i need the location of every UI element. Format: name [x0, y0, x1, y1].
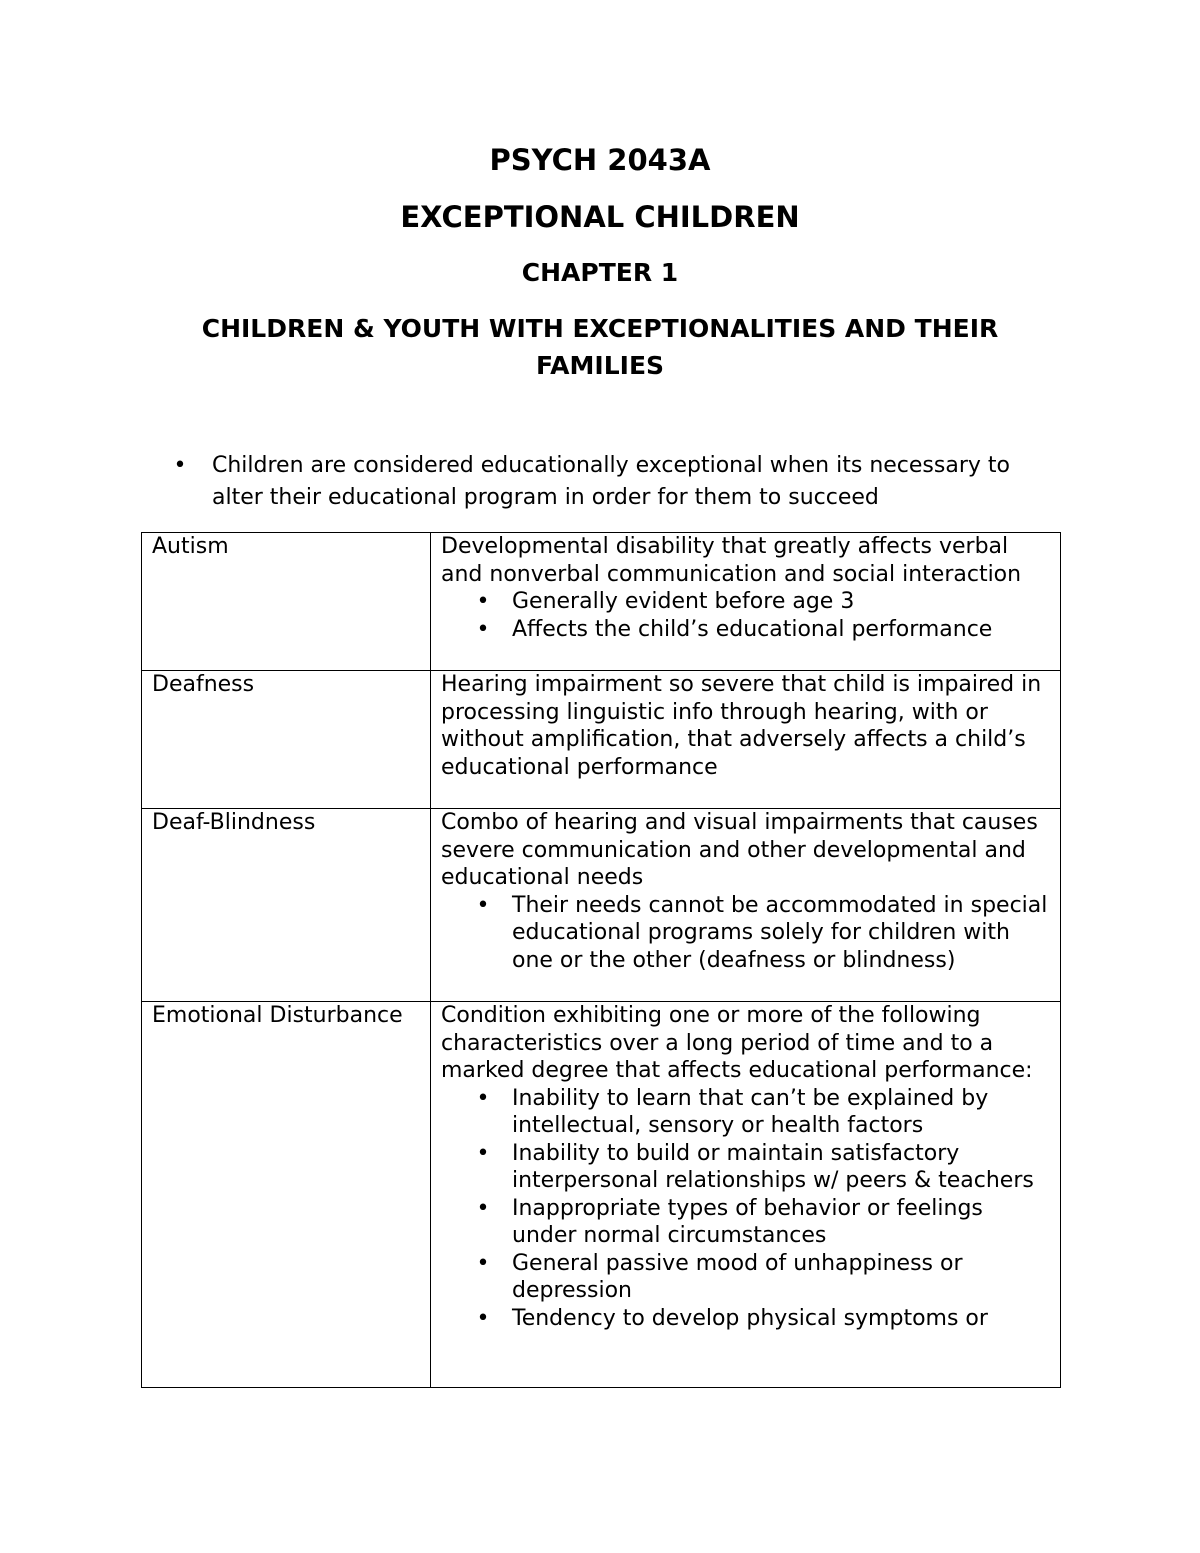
description-text: Condition exhibiting one or more of the following characteristics over a long period of time and to a marked degree that affects educational performance: — [441, 1003, 1033, 1083]
list-item — [441, 1250, 1050, 1305]
term-label: Deaf-Blindness — [152, 810, 316, 835]
description-cell — [431, 1002, 1061, 1388]
term-label: Deafness — [152, 672, 255, 697]
term-cell — [142, 671, 431, 809]
list-item — [441, 1195, 1050, 1250]
bullet-icon: • — [476, 589, 490, 614]
table-row — [142, 1002, 1061, 1388]
chapter-heading: CHAPTER 1 — [521, 258, 679, 287]
list-item-text: Tendency to develop physical symptoms or — [512, 1305, 988, 1331]
list-item-text: General passive mood of unhappiness or depression — [512, 1250, 963, 1303]
description-text: Hearing impairment so severe that child is impaired in processing linguistic info through hearing, with or without amplification, that adversely affects a child’s educational performance — [441, 672, 1042, 780]
list-item — [441, 1140, 1050, 1195]
term-cell — [142, 533, 431, 671]
table-row — [142, 533, 1061, 671]
list-item — [441, 892, 1050, 975]
exceptionalities-table — [141, 532, 1061, 1388]
bullet-icon: • — [476, 892, 490, 918]
description-bullet-list — [441, 1085, 1050, 1333]
list-item — [441, 588, 1050, 616]
bullet-icon: • — [476, 1085, 490, 1111]
course-code-heading: PSYCH 2043A — [489, 143, 711, 177]
course-title-heading: EXCEPTIONAL CHILDREN — [400, 200, 800, 234]
description-cell — [431, 671, 1061, 809]
table-row — [142, 809, 1061, 1002]
description-cell — [431, 533, 1061, 671]
description-bullet-list — [441, 588, 1050, 643]
description-text: Developmental disability that greatly affects verbal and nonverbal communication and social interaction — [441, 534, 1022, 587]
term-cell — [142, 1002, 431, 1388]
term-cell — [142, 809, 431, 1002]
term-label: Emotional Disturbance — [152, 1003, 403, 1028]
chapter-title-heading: CHILDREN & YOUTH WITH EXCEPTIONALITIES AND THEIR FAMILIES — [201, 314, 999, 380]
list-item-text: Inability to build or maintain satisfactory interpersonal relationships w/ peers & teachers — [512, 1140, 1034, 1193]
description-text: Combo of hearing and visual impairments that causes severe communication and other developmental and educational needs — [441, 810, 1038, 890]
bullet-icon: • — [476, 1140, 490, 1166]
list-item — [441, 1085, 1050, 1140]
intro-bullet-list — [172, 450, 1052, 514]
list-item — [441, 1305, 1050, 1333]
list-item-text: Inappropriate types of behavior or feelings under normal circumstances — [512, 1195, 983, 1248]
description-bullet-list — [441, 892, 1050, 975]
bullet-icon: • — [173, 453, 187, 478]
list-item-text: Their needs cannot be accommodated in special educational programs solely for children with one or the other (deafness or blindness) — [512, 892, 1048, 973]
bullet-icon: • — [476, 1305, 490, 1331]
intro-bullet-text: Children are considered educationally exceptional when its necessary to alter their educational program in order for them to succeed — [212, 453, 1010, 510]
bullet-icon: • — [476, 616, 490, 642]
list-item-text: Affects the child’s educational performance — [512, 616, 993, 642]
description-cell — [431, 809, 1061, 1002]
list-item-text: Inability to learn that can’t be explained by intellectual, sensory or health factors — [512, 1085, 989, 1138]
list-item-text: Generally evident before age 3 — [512, 589, 855, 614]
term-label: Autism — [152, 534, 229, 559]
list-item — [441, 616, 1050, 644]
bullet-icon: • — [476, 1250, 490, 1276]
table-row — [142, 671, 1061, 809]
intro-bullet-item — [172, 450, 1052, 514]
bullet-icon: • — [476, 1195, 490, 1221]
